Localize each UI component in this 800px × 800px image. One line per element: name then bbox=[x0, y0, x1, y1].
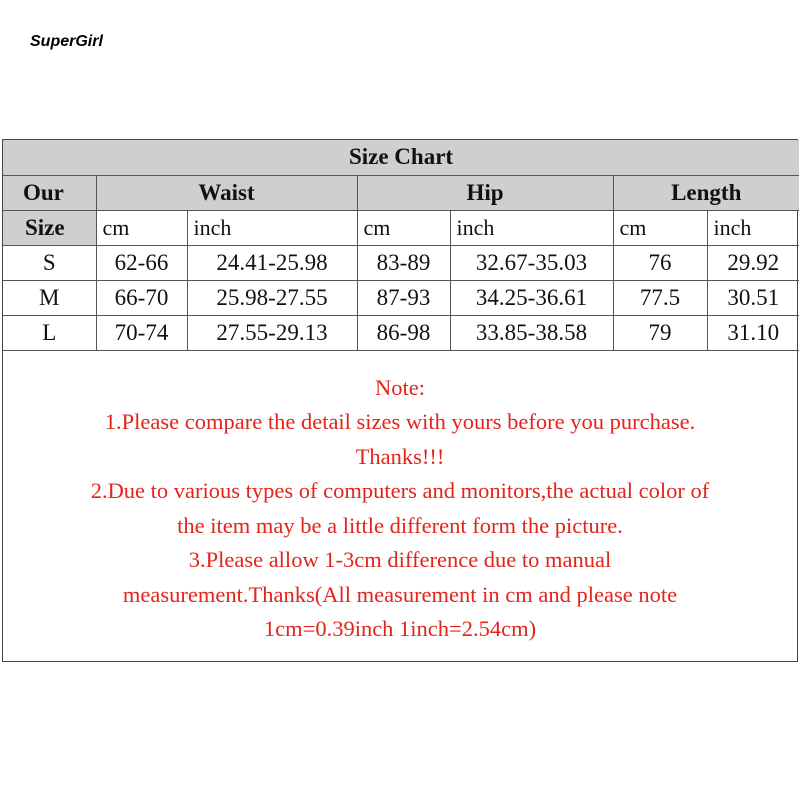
waist-cm-cell: 70-74 bbox=[96, 315, 187, 350]
length-cm-cell: 79 bbox=[613, 315, 707, 350]
hip-header: Hip bbox=[357, 175, 613, 210]
note-line: 1.Please compare the detail sizes with yours before you purchase. bbox=[104, 409, 696, 434]
waist-inch-cell: 24.41-25.98 bbox=[187, 245, 357, 280]
chart-title: Size Chart bbox=[3, 140, 799, 175]
hip-cm-cell: 87-93 bbox=[357, 280, 450, 315]
waist-cm-header: cm bbox=[96, 210, 187, 245]
size-cell: S bbox=[3, 245, 96, 280]
note-line: 3.Please allow 1-3cm difference due to manual bbox=[188, 547, 612, 572]
note-line: measurement.Thanks(All measurement in cm and please note bbox=[122, 581, 678, 607]
length-inch-cell: 31.10 bbox=[707, 315, 799, 350]
table-row bbox=[3, 280, 799, 315]
waist-inch-cell: 25.98-27.55 bbox=[187, 280, 357, 315]
length-cm-cell: 76 bbox=[613, 245, 707, 280]
table-row bbox=[3, 245, 799, 280]
length-inch-header: inch bbox=[707, 210, 799, 245]
hip-inch-header: inch bbox=[450, 210, 613, 245]
length-inch-cell: 29.92 bbox=[707, 245, 799, 280]
note-line: the item may be a little different form the picture. bbox=[177, 512, 623, 538]
note-line: 2.Due to various types of computers and monitors,the actual color of bbox=[90, 478, 710, 503]
waist-header: Waist bbox=[96, 175, 357, 210]
length-header: Length bbox=[613, 175, 799, 210]
note-heading: Note: bbox=[375, 374, 425, 400]
hip-inch-cell: 32.67-35.03 bbox=[450, 245, 613, 280]
hip-inch-cell: 33.85-38.58 bbox=[450, 315, 613, 350]
note-line: Thanks!!! bbox=[355, 443, 445, 469]
hip-cm-cell: 83-89 bbox=[357, 245, 450, 280]
brand-logo: SuperGirl bbox=[30, 33, 103, 50]
size-cell: M bbox=[3, 280, 96, 315]
size-cell: L bbox=[3, 315, 96, 350]
notes-section bbox=[3, 351, 797, 647]
size-header-bottom: Size bbox=[3, 210, 96, 245]
table-row bbox=[3, 315, 799, 350]
note-line: 1cm=0.39inch 1inch=2.54cm) bbox=[263, 616, 537, 641]
size-header-top: Our bbox=[3, 175, 96, 210]
length-inch-cell: 30.51 bbox=[707, 280, 799, 315]
waist-cm-cell: 66-70 bbox=[96, 280, 187, 315]
size-table bbox=[3, 140, 799, 351]
length-cm-header: cm bbox=[613, 210, 707, 245]
hip-cm-cell: 86-98 bbox=[357, 315, 450, 350]
waist-cm-cell: 62-66 bbox=[96, 245, 187, 280]
waist-inch-cell: 27.55-29.13 bbox=[187, 315, 357, 350]
hip-cm-header: cm bbox=[357, 210, 450, 245]
length-cm-cell: 77.5 bbox=[613, 280, 707, 315]
waist-inch-header: inch bbox=[187, 210, 357, 245]
size-chart bbox=[2, 139, 798, 662]
hip-inch-cell: 34.25-36.61 bbox=[450, 280, 613, 315]
